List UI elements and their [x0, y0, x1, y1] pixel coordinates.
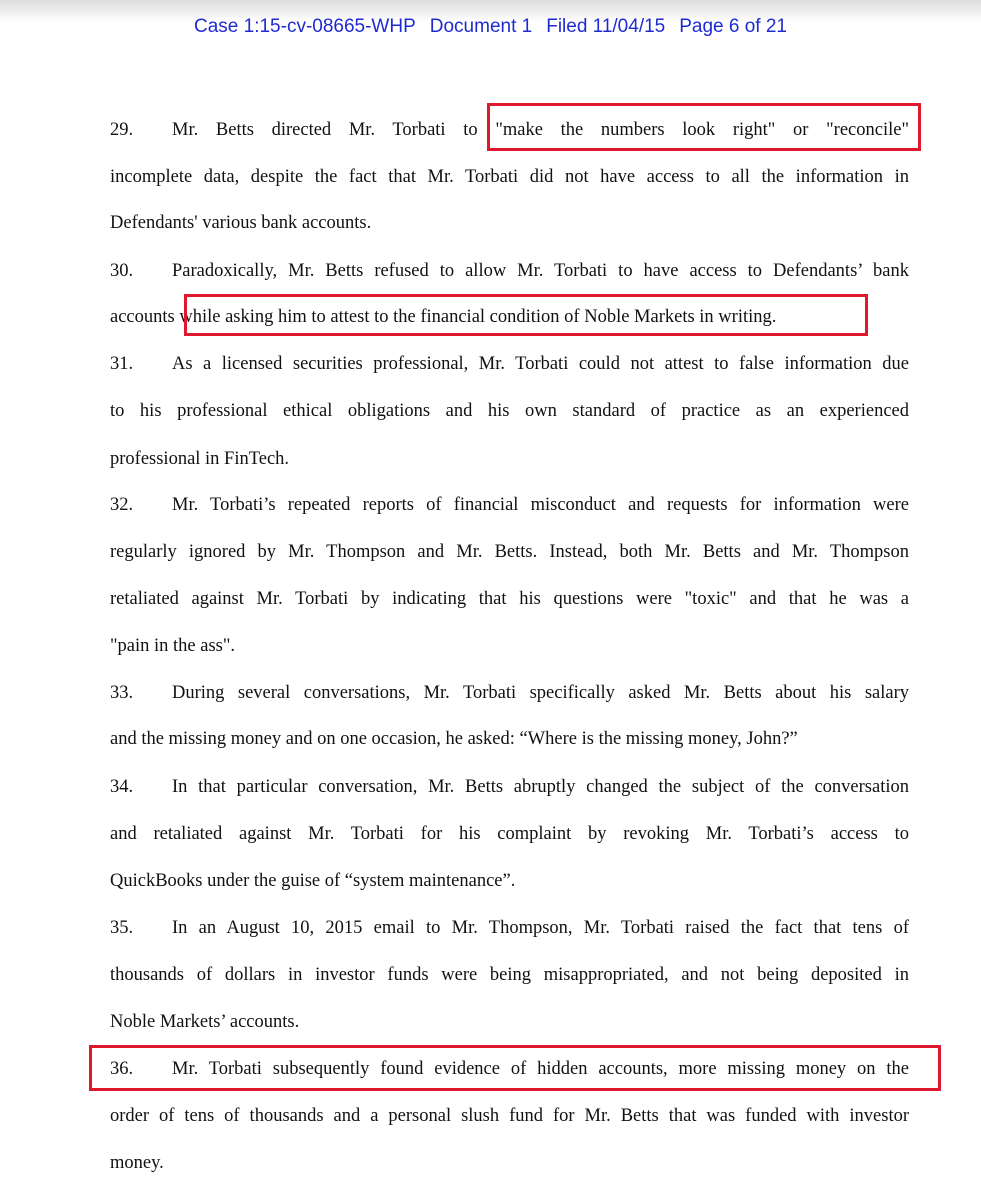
paragraph-31-line-3: professional in FinTech. — [110, 449, 290, 469]
paragraph-number: 29. — [110, 120, 134, 140]
paragraph-31-line-2: to his professional ethical obligations and his own standard of practice as an experienced — [110, 401, 909, 421]
paragraph-34-line-3: QuickBooks under the guise of “system maintenance”. — [110, 871, 516, 891]
line-text: Mr. Torbati’s repeated reports of financial misconduct and requests for information were — [172, 495, 909, 515]
paragraph-29-line-2: incomplete data, despite the fact that Mr. Torbati did not have access to all the information in — [110, 167, 909, 187]
paragraph-36-line-1 — [110, 1054, 909, 1084]
paragraph-31-line-1 — [110, 349, 909, 379]
case-number: Case 1:15-cv-08665-WHP — [194, 16, 416, 37]
line-text: Mr. Betts directed Mr. Torbati to "make the numbers look right" or "reconcile" — [172, 120, 909, 140]
line-text: Paradoxically, Mr. Betts refused to allow Mr. Torbati to have access to Defendants’ bank — [172, 261, 909, 281]
paragraph-36-line-3: money. — [110, 1153, 164, 1173]
paragraph-30-line-1 — [110, 256, 909, 286]
paragraph-32-line-2: regularly ignored by Mr. Thompson and Mr. Betts. Instead, both Mr. Betts and Mr. Thompson — [110, 542, 909, 562]
paragraph-29-line-3: Defendants' various bank accounts. — [110, 213, 372, 233]
paragraph-30-line-2: accounts while asking him to attest to the financial condition of Noble Markets in writing. — [110, 307, 777, 327]
line-text: As a licensed securities professional, Mr. Torbati could not attest to false information due — [172, 354, 909, 374]
line-text: In that particular conversation, Mr. Betts abruptly changed the subject of the conversation — [172, 777, 909, 797]
page-number: Page 6 of 21 — [679, 16, 787, 37]
paragraph-number: 33. — [110, 683, 134, 703]
paragraph-number: 34. — [110, 777, 134, 797]
paragraph-35-line-2: thousands of dollars in investor funds were being misappropriated, and not being deposited in — [110, 965, 909, 985]
ecf-header — [0, 16, 981, 38]
paragraph-36-line-2: order of tens of thousands and a personal slush fund for Mr. Betts that was funded with investor — [110, 1106, 909, 1126]
line-text: Mr. Torbati subsequently found evidence of hidden accounts, more missing money on the — [172, 1059, 909, 1079]
filed-date: Filed 11/04/15 — [546, 16, 666, 37]
line-text: During several conversations, Mr. Torbati specifically asked Mr. Betts about his salary — [172, 683, 909, 703]
paragraph-number: 31. — [110, 354, 134, 374]
paragraph-number: 30. — [110, 261, 134, 281]
paragraph-33-line-1 — [110, 678, 909, 708]
line-text: In an August 10, 2015 email to Mr. Thompson, Mr. Torbati raised the fact that tens of — [172, 918, 909, 938]
paragraph-number: 32. — [110, 495, 134, 515]
paragraph-29-line-1 — [110, 115, 909, 145]
paragraph-number: 35. — [110, 918, 134, 938]
paragraph-32-line-3: retaliated against Mr. Torbati by indicating that his questions were "toxic" and that he was a — [110, 589, 909, 609]
paragraph-34-line-1 — [110, 772, 909, 802]
paragraph-35-line-3: Noble Markets’ accounts. — [110, 1012, 300, 1032]
paragraph-number: 36. — [110, 1059, 134, 1079]
paragraph-35-line-1 — [110, 913, 909, 943]
paragraph-32-line-1 — [110, 490, 909, 520]
paragraph-34-line-2: and retaliated against Mr. Torbati for his complaint by revoking Mr. Torbati’s access to — [110, 824, 909, 844]
paragraph-32-line-4: "pain in the ass". — [110, 636, 236, 656]
paragraph-33-line-2: and the missing money and on one occasion, he asked: “Where is the missing money, John?” — [110, 729, 798, 749]
document-number: Document 1 — [429, 16, 533, 37]
